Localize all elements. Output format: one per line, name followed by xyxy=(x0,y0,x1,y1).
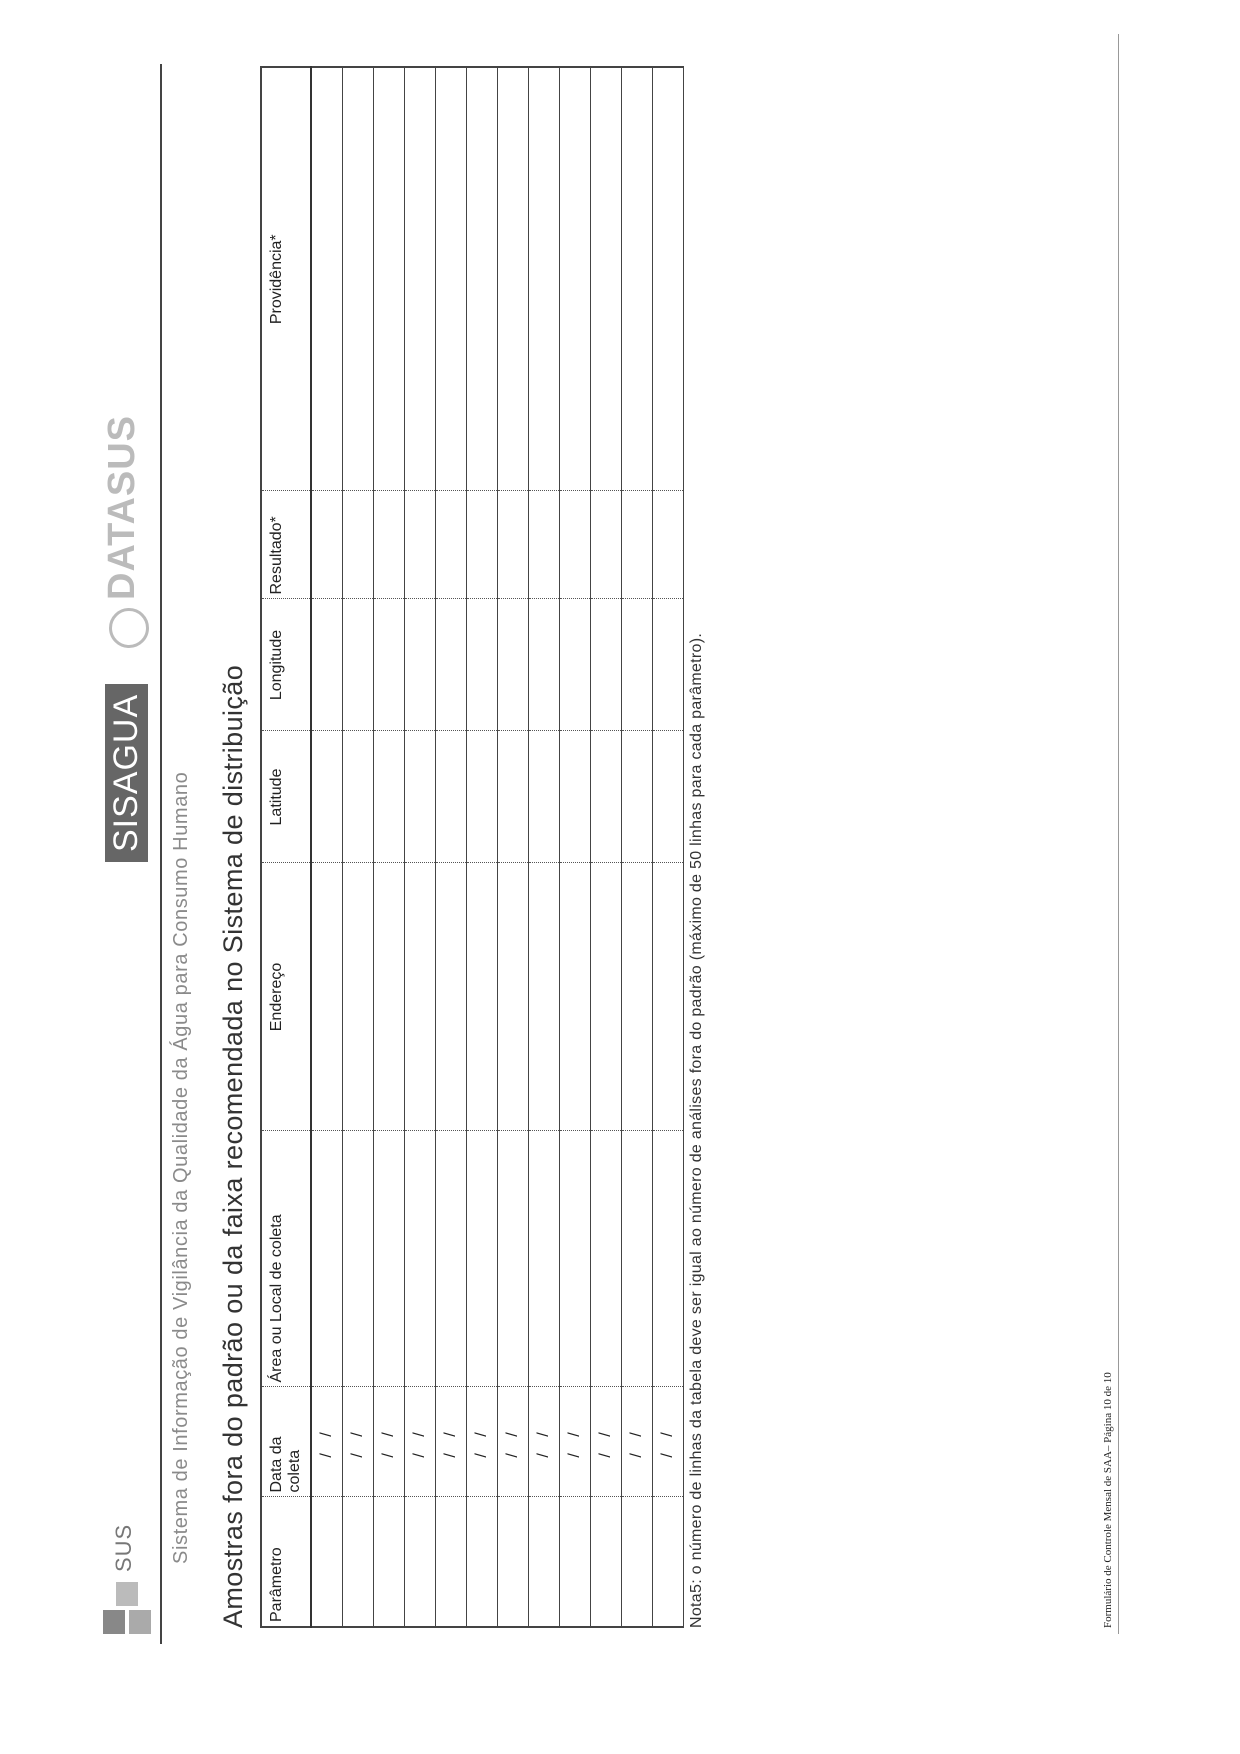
table-cell xyxy=(653,599,684,731)
cell-parametro xyxy=(311,1497,343,1627)
footer-divider xyxy=(1118,34,1119,1634)
table-cell xyxy=(529,67,560,491)
table-cell xyxy=(560,491,591,599)
cell-data-coleta: / / xyxy=(374,1387,405,1497)
col-resultado: Resultado* xyxy=(261,491,311,599)
page-title: Amostras fora do padrão ou da faixa recomendada no Sistema de distribuição xyxy=(218,664,248,1628)
table-cell xyxy=(436,599,467,731)
table-cell xyxy=(374,1131,405,1387)
table-cell xyxy=(622,1131,653,1387)
col-latitude: Latitude xyxy=(261,731,311,863)
table-cell xyxy=(374,67,405,491)
table-cell xyxy=(653,1131,684,1387)
sisagua-logo: SISAGUA xyxy=(105,684,148,862)
table-cell xyxy=(405,731,436,863)
cell-parametro xyxy=(405,1497,436,1627)
system-subtitle: Sistema de Informação de Vigilância da Qualidade da Água para Consumo Humano xyxy=(170,771,192,1564)
cell-parametro xyxy=(529,1497,560,1627)
table-cell xyxy=(591,599,622,731)
cell-data-coleta: / / xyxy=(653,1387,684,1497)
table-row xyxy=(622,67,653,1627)
cell-parametro xyxy=(374,1497,405,1627)
table-cell xyxy=(467,1131,498,1387)
table-cell xyxy=(622,491,653,599)
table-cell xyxy=(591,863,622,1131)
table-row xyxy=(529,67,560,1627)
table-cell xyxy=(529,491,560,599)
table-header-row xyxy=(261,67,311,1627)
cell-parametro xyxy=(653,1497,684,1627)
table-row xyxy=(311,67,343,1627)
table-cell xyxy=(436,491,467,599)
cell-data-coleta: / / xyxy=(591,1387,622,1497)
datasus-logo: DATASUS xyxy=(101,414,143,600)
table-cell xyxy=(622,67,653,491)
table-row xyxy=(436,67,467,1627)
table-cell xyxy=(405,863,436,1131)
table-cell xyxy=(343,491,374,599)
cell-parametro xyxy=(591,1497,622,1627)
table-cell xyxy=(529,863,560,1131)
table-cell xyxy=(591,731,622,863)
table-cell xyxy=(498,491,529,599)
table-note: Nota5: o número de linhas da tabela deve ser igual ao número de análises fora do padrão (máximo de 50 linhas para cada parâmetro). xyxy=(688,632,705,1628)
page-header xyxy=(95,74,165,1634)
table-cell xyxy=(311,1131,343,1387)
table-cell xyxy=(343,863,374,1131)
sus-cross-icon xyxy=(103,1580,151,1634)
table-cell xyxy=(560,67,591,491)
samples-table xyxy=(260,66,684,1628)
table-cell xyxy=(343,599,374,731)
table-cell xyxy=(374,491,405,599)
table-cell xyxy=(311,599,343,731)
table-row xyxy=(405,67,436,1627)
table-cell xyxy=(498,599,529,731)
table-cell xyxy=(374,599,405,731)
table-cell xyxy=(622,863,653,1131)
table-cell xyxy=(560,731,591,863)
table-cell xyxy=(405,1131,436,1387)
header-divider xyxy=(160,64,162,1644)
table-cell xyxy=(498,731,529,863)
table-cell xyxy=(653,491,684,599)
cell-data-coleta: / / xyxy=(529,1387,560,1497)
table-row xyxy=(467,67,498,1627)
table-row xyxy=(560,67,591,1627)
table-row xyxy=(653,67,684,1627)
table-row xyxy=(343,67,374,1627)
cell-parametro xyxy=(498,1497,529,1627)
table-row xyxy=(498,67,529,1627)
table-cell xyxy=(529,731,560,863)
table-row xyxy=(591,67,622,1627)
cell-parametro xyxy=(622,1497,653,1627)
table-cell xyxy=(436,863,467,1131)
table-cell xyxy=(311,67,343,491)
cell-parametro xyxy=(343,1497,374,1627)
col-parametro: Parâmetro xyxy=(261,1497,311,1627)
datasus-swirl-icon xyxy=(109,608,149,648)
table-cell xyxy=(529,1131,560,1387)
table-cell xyxy=(498,67,529,491)
table-cell xyxy=(311,863,343,1131)
table-cell xyxy=(498,1131,529,1387)
table-cell xyxy=(467,491,498,599)
table-cell xyxy=(467,67,498,491)
page-footer: Formulário de Controle Mensal de SAA– Página 10 de 10 xyxy=(1102,1372,1114,1628)
col-longitude: Longitude xyxy=(261,599,311,731)
table-cell xyxy=(405,67,436,491)
table-cell xyxy=(622,731,653,863)
cell-data-coleta: / / xyxy=(498,1387,529,1497)
table-cell xyxy=(436,1131,467,1387)
col-providencia: Providência* xyxy=(261,67,311,491)
cell-data-coleta: / / xyxy=(405,1387,436,1497)
table-cell xyxy=(436,731,467,863)
col-data-coleta: Data da coleta xyxy=(261,1387,311,1497)
table-cell xyxy=(529,599,560,731)
table-cell xyxy=(591,67,622,491)
table-cell xyxy=(405,599,436,731)
sus-logo-text: SUS xyxy=(111,1523,136,1572)
table-cell xyxy=(311,491,343,599)
table-cell xyxy=(311,731,343,863)
table-cell xyxy=(498,863,529,1131)
table-cell xyxy=(560,863,591,1131)
table-cell xyxy=(405,491,436,599)
table-cell xyxy=(343,1131,374,1387)
cell-data-coleta: / / xyxy=(467,1387,498,1497)
table-cell xyxy=(653,731,684,863)
cell-data-coleta: / / xyxy=(311,1387,343,1497)
cell-parametro xyxy=(436,1497,467,1627)
table-cell xyxy=(436,67,467,491)
table-cell xyxy=(591,491,622,599)
table-cell xyxy=(653,863,684,1131)
col-endereco: Endereço xyxy=(261,863,311,1131)
cell-parametro xyxy=(560,1497,591,1627)
cell-data-coleta: / / xyxy=(622,1387,653,1497)
table-cell xyxy=(622,599,653,731)
table-cell xyxy=(374,863,405,1131)
col-area-local: Área ou Local de coleta xyxy=(261,1131,311,1387)
cell-parametro xyxy=(467,1497,498,1627)
table-cell xyxy=(467,599,498,731)
table-cell xyxy=(653,67,684,491)
cell-data-coleta: / / xyxy=(343,1387,374,1497)
table-cell xyxy=(560,1131,591,1387)
table-row xyxy=(374,67,405,1627)
table-cell xyxy=(343,731,374,863)
table-cell xyxy=(591,1131,622,1387)
samples-table-wrapper xyxy=(260,68,680,1628)
table-cell xyxy=(560,599,591,731)
table-cell xyxy=(467,863,498,1131)
table-cell xyxy=(374,731,405,863)
table-cell xyxy=(467,731,498,863)
cell-data-coleta: / / xyxy=(436,1387,467,1497)
cell-data-coleta: / / xyxy=(560,1387,591,1497)
table-cell xyxy=(343,67,374,491)
